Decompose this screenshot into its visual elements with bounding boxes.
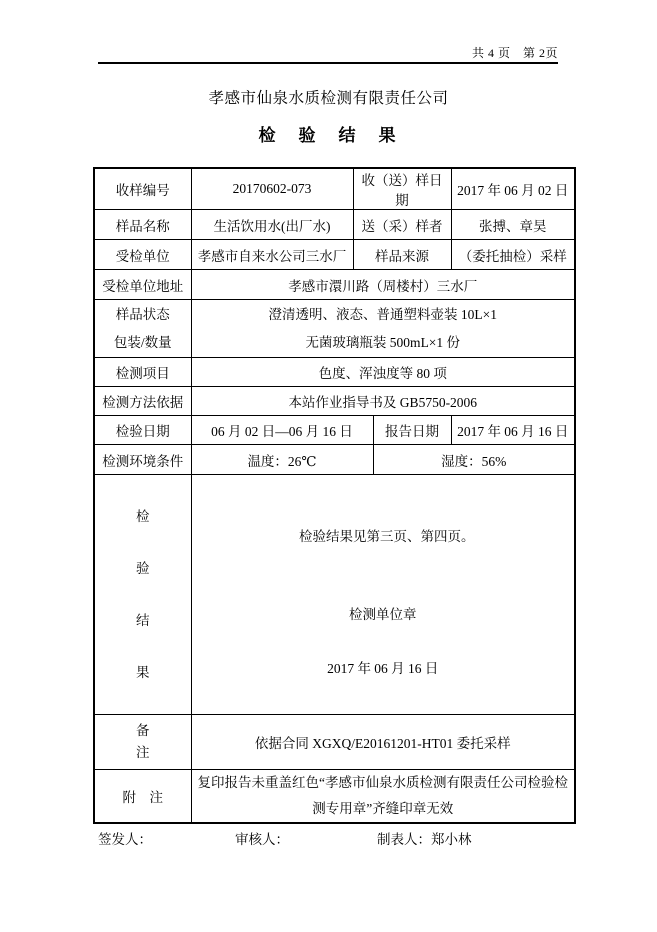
result-label-char: 检 [136,508,150,524]
result-label-char: 验 [136,560,150,576]
receive-date-value: 2017 年 06 月 02 日 [451,168,575,210]
document-title: 检 验 结 果 [258,126,399,145]
test-items-value: 色度、浑浊度等 80 项 [191,358,575,387]
note-value: 复印报告未重盖红色“孝感市仙泉水质检测有限责任公司检验检测专用章”齐缝印章无效 [191,770,575,824]
sample-state-value-line1: 澄清透明、液态、普通塑料壶装 10L×1 [268,306,497,322]
result-label-char: 结 [136,612,150,628]
table-row [94,240,575,270]
report-date-label: 报告日期 [373,416,451,445]
note-label: 附 注 [94,770,191,824]
table-row [94,168,575,210]
seal-date: 2017 年 06 月 16 日 [327,661,439,676]
humidity-value: 湿度：56% [373,445,575,475]
sampler-value: 张搏、章昊 [451,210,575,240]
inspected-unit-value: 孝感市自来水公司三水厂 [191,240,353,270]
inspected-unit-label: 受检单位 [94,240,191,270]
result-note: 检验结果见第三页、第四页。 [299,529,475,544]
table-row [94,416,575,445]
test-method-value: 本站作业指导书及 GB5750-2006 [191,387,575,416]
test-method-label: 检测方法依据 [94,387,191,416]
receive-date-label: 收（送）样日期 [353,168,451,210]
result-section-label [94,475,191,715]
test-date-label: 检验日期 [94,416,191,445]
sample-name-value: 生活饮用水(出厂水) [191,210,353,240]
company-name: 孝感市仙泉水质检测有限责任公司 [208,90,449,107]
remark-label [94,715,191,770]
table-row [94,210,575,240]
table-row [94,475,575,715]
table-row [94,445,575,475]
receipt-number-value: 20170602-073 [191,168,353,210]
sample-state-value [191,300,575,358]
environment-label: 检测环境条件 [94,445,191,475]
table-row [94,387,575,416]
remark-value: 依据合同 XGXQ/E20161201-HT01 委托采样 [191,715,575,770]
table-row [94,715,575,770]
result-label-vertical [97,491,189,699]
table-row [94,358,575,387]
sample-source-label: 样品来源 [353,240,451,270]
unit-address-label: 受检单位地址 [94,270,191,300]
sample-source-value: （委托抽检）采样 [451,240,575,270]
page-number-info: 共 4 页 第 2页 [471,46,558,60]
header-rule [98,62,558,64]
table-row [94,770,575,824]
signature-row [0,828,657,846]
table-row [94,300,575,358]
remark-label-line2: 注 [136,745,150,760]
report-date-value: 2017 年 06 月 16 日 [451,416,575,445]
sampler-label: 送（采）样者 [353,210,451,240]
result-table [93,167,576,824]
preparer-field [377,828,472,848]
table-row [94,270,575,300]
unit-address-value: 孝感市澴川路（周楼村）三水厂 [191,270,575,300]
test-date-value: 06 月 02 日—06 月 16 日 [191,416,373,445]
seal-placeholder: 检测单位章 [349,607,417,622]
test-items-label: 检测项目 [94,358,191,387]
sample-state-value-line2: 无菌玻璃瓶装 500mL×1 份 [305,334,461,350]
result-label-char: 果 [136,664,150,680]
preparer-name: 郑小林 [431,832,472,847]
preparer-label: 制表人： [377,832,431,847]
reviewer-label: 审核人： [235,832,289,847]
issuer-label: 签发人： [98,832,152,847]
sample-state-label-line2: 包装/数量 [113,334,172,350]
receipt-number-label: 收样编号 [94,168,191,210]
temperature-value: 温度：26℃ [191,445,373,475]
sample-state-label-line1: 样品状态 [115,306,170,322]
sample-name-label: 样品名称 [94,210,191,240]
remark-label-line1: 备 [136,723,150,738]
sample-state-label [94,300,191,358]
result-section-content [191,475,575,715]
